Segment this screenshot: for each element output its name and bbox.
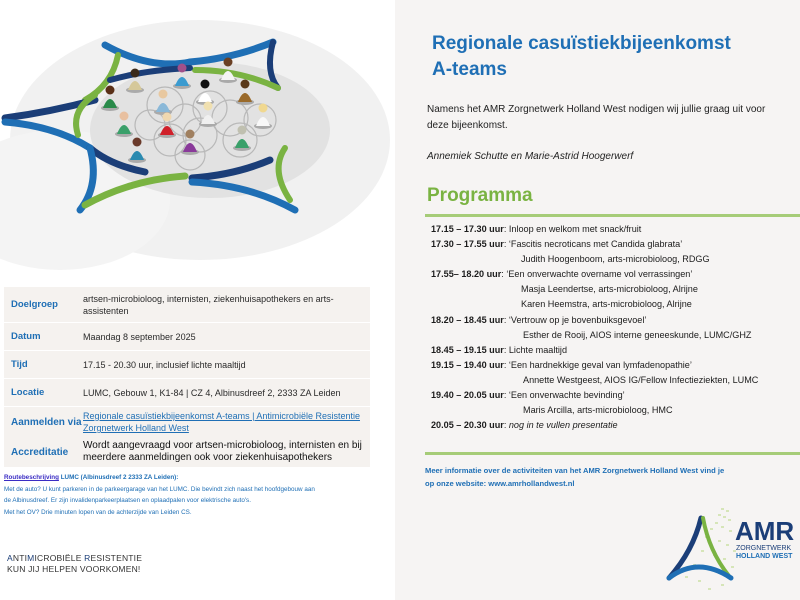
programme-speaker: Judith Hoogenboom, arts-microbioloog, RDGG (521, 254, 710, 265)
event-title-line1: Regionale casuïstiekbijeenkomst (432, 33, 731, 54)
route-heading: LUMC (Albinusdreef 2 2333 ZA Leiden): (60, 474, 179, 481)
left-column (0, 0, 395, 600)
more-info-line1: Meer informatie over de activiteiten van het AMR Zorgnetwerk Holland West vind je (425, 466, 725, 475)
details-row-locatie (4, 379, 370, 407)
programme-title: Lichte maaltijd (508, 344, 568, 355)
hero-illustration (0, 0, 395, 270)
details-label: Aanmelden via (11, 416, 82, 428)
programme-time: 17.15 – 17.30 uur (431, 224, 504, 234)
details-label: Locatie (11, 387, 45, 398)
programme-time: 19.40 – 20.05 uur (431, 390, 504, 401)
programme-speaker: Annette Westgeest, AIOS IG/Fellow Infectieziekten, LUMC (523, 374, 759, 385)
programme-item: 18.20 – 18.45 uur: ‘Vertrouw op je bovenbuiksgevoel’ (431, 314, 647, 325)
programme-speaker: Karen Heemstra, arts-microbioloog, Alrijne (521, 299, 692, 310)
route-car-line2: de Albinusdreef. Er zijn invalidenparkeerplaatsen en oplaadpalen voor elektrische auto's. (4, 497, 251, 504)
programme-heading: Programma (427, 185, 533, 206)
event-details-table (4, 287, 370, 467)
details-row-datum (4, 323, 370, 351)
route-ov-line: Met het OV? Drie minuten lopen van de achterzijde van Leiden CS. (4, 508, 192, 516)
slogan-initial: R (84, 553, 91, 563)
registration-link[interactable]: Regionale casuïstiekbijeenkomst A-teams | Antimicrobiële Resistentie Zorgnetwerk Holland West (83, 411, 360, 433)
programme-title: ‘Fascitis necroticans met Candida glabrata’ (508, 239, 683, 250)
slogan-line2: KUN JIJ HELPEN VOORKOMEN! (7, 564, 141, 574)
programme-item: 19.40 – 20.05 uur: ‘Een onverwachte bevinding’ (431, 390, 625, 401)
programme-item: 17.30 – 17.55 uur: ‘Fascitis necroticans met Candida glabrata’ (431, 239, 683, 250)
details-row-aanmelden (4, 407, 370, 437)
programme-item: 17.55– 18.20 uur: ‘Een onverwachte overname vol verrassingen’ (431, 269, 693, 280)
divider (425, 214, 800, 217)
programme-title: ‘Een hardnekkige geval van lymfadenopathie’ (508, 359, 692, 370)
programme-time: 17.55– 18.20 uur (431, 269, 502, 280)
route-car-line1: Met de auto? U kunt parkeren in de parkeergarage van het LUMC. Die bevindt zich naast het hoofdgebouw aan (4, 485, 315, 493)
logo-name: AMR (735, 516, 795, 546)
details-value: LUMC, Gebouw 1, K1-84 | CZ 4, Albinusdreef 2, 2333 ZA Leiden (83, 387, 341, 398)
programme-speaker: Maris Arcilla, arts-microbioloog, HMC (523, 405, 673, 416)
route-heading-line (4, 472, 384, 484)
more-info (425, 464, 785, 490)
slogan-part: ESISTENTIE (90, 553, 143, 563)
amr-logo (663, 506, 798, 596)
more-info-line2[interactable]: op onze website: www.amrhollandwest.nl (425, 479, 575, 488)
programme-time: 20.05 – 20.30 uur (431, 420, 504, 431)
route-link[interactable]: Routebeschrijving (4, 474, 59, 481)
programme-item: 19.15 – 19.40 uur: ‘Een hardnekkige geval van lymfadenopathie’ (431, 359, 692, 370)
network-people-illustration (0, 0, 395, 270)
divider (425, 452, 800, 455)
programme-title: ‘Een onverwachte overname vol verrassingen’ (506, 269, 693, 280)
slogan-line1 (7, 553, 142, 564)
programme-speaker: Masja Leendertse, arts-microbioloog, Alrijne (521, 284, 698, 295)
slogan-initial: M (27, 553, 35, 563)
programme-speaker: Esther de Rooij, AIOS interne geneeskunde, LUMC/GHZ (523, 329, 752, 340)
programme-item: 20.05 – 20.30 uur: nog in te vullen presentatie (431, 420, 618, 431)
details-value (83, 407, 370, 437)
details-value: Maandag 8 september 2025 (83, 331, 196, 342)
slogan-part: NTI (12, 553, 28, 563)
programme-title: ‘Vertrouw op je bovenbuiksgevoel’ (508, 314, 647, 325)
details-row-accreditatie (4, 437, 370, 467)
slogan-part: ICROBIËLE (34, 553, 85, 563)
programme-time: 19.15 – 19.40 uur (431, 359, 504, 370)
right-panel (395, 0, 800, 600)
event-title-line2: A-teams (432, 59, 507, 80)
details-label: Doelgroep (11, 299, 58, 310)
logo-sub2: HOLLAND WEST (736, 553, 793, 560)
event-title (432, 31, 792, 83)
details-value: Wordt aangevraagd voor artsen-microbioloog, internisten en bij meerdere aanmeldingen ook voor ziekenhuisapothekers (83, 440, 362, 463)
programme-title: nog in te vullen presentatie (508, 420, 618, 431)
details-value: artsen-microbioloog, internisten, ziekenhuisapothekers en arts-assistenten (83, 293, 334, 316)
amr-logo-mark (663, 506, 798, 596)
programme-item: 17.15 – 17.30 uur: Inloop en welkom met snack/fruit (431, 224, 642, 234)
logo-sub1: ZORGNETWERK (736, 545, 792, 552)
signers: Annemiek Schutte en Marie-Astrid Hoogerwerf (427, 151, 634, 162)
details-label: Accreditatie (11, 446, 69, 458)
programme-list (431, 222, 800, 433)
details-row-doelgroep (4, 287, 370, 323)
programme-time: 18.45 – 19.15 uur (431, 344, 504, 355)
details-value: 17.15 - 20.30 uur, inclusief lichte maaltijd (83, 359, 246, 370)
slogan-initial: A (7, 553, 13, 563)
programme-time: 17.30 – 17.55 uur (431, 239, 504, 250)
programme-item: 18.45 – 19.15 uur: Lichte maaltijd (431, 344, 568, 355)
programme-title: ‘Een onverwachte bevinding’ (508, 390, 625, 401)
programme-title: Inloop en welkom met snack/fruit (508, 224, 642, 234)
programme-time: 18.20 – 18.45 uur (431, 314, 504, 325)
details-label: Datum (11, 331, 41, 342)
details-label: Tijd (11, 359, 28, 370)
route-description (4, 472, 384, 518)
left-details-flow (4, 287, 384, 518)
details-row-tijd (4, 351, 370, 379)
intro-text: Namens het AMR Zorgnetwerk Holland West nodigen wij jullie graag uit voor deze bijeenkomst. (427, 104, 766, 131)
amr-slogan (7, 553, 142, 575)
